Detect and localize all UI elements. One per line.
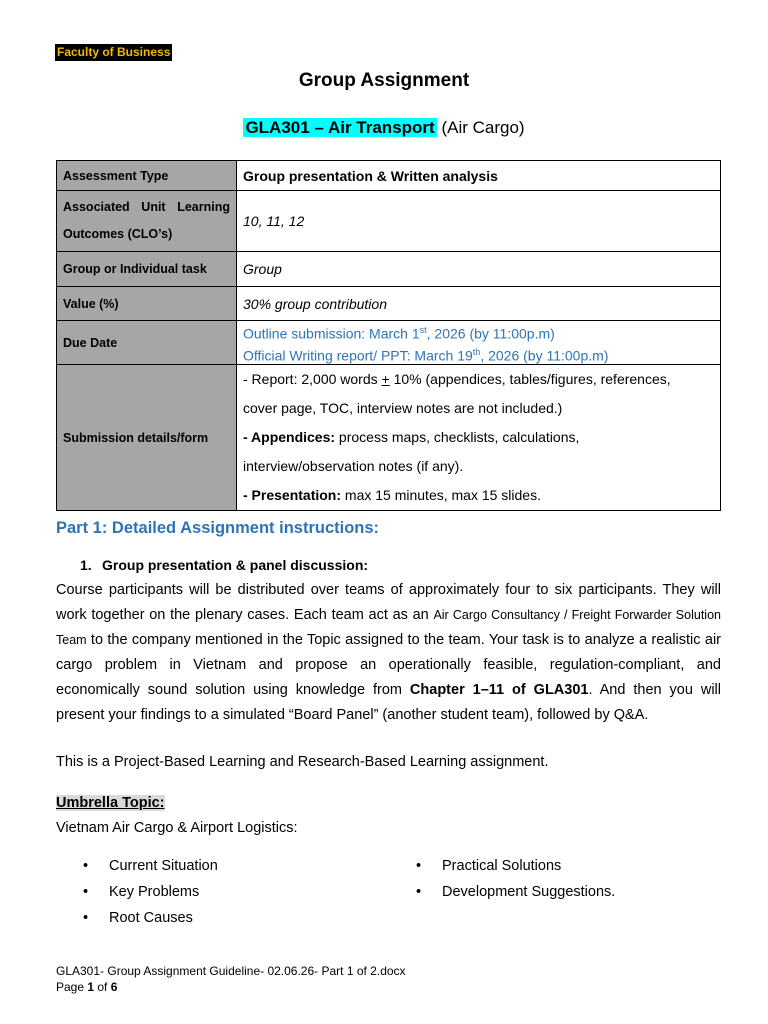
report-due-date: Official Writing report/ PPT: March 19th, 2026 (by 11:00p.m)	[243, 346, 609, 364]
row-label: Associated Unit Learning Outcomes (CLO’s)	[57, 191, 237, 252]
faculty-label: Faculty of Business	[57, 45, 171, 59]
submission-details	[237, 365, 721, 511]
due-date-value	[237, 321, 721, 365]
row-value: Group presentation & Written analysis	[237, 161, 721, 191]
row-label: Submission details/form	[57, 365, 237, 511]
table-row	[57, 191, 721, 252]
course-subtitle: (Air Cargo)	[441, 118, 525, 137]
outline-due-date: Outline submission: March 1st, 2026 (by 11:00p.m)	[243, 325, 555, 342]
umbrella-topic-label: Umbrella Topic:	[56, 795, 165, 811]
course-code-highlight: GLA301 – Air Transport	[245, 118, 435, 137]
item1-title: 1. Group presentation & panel discussion:	[80, 557, 369, 573]
list-item: • Root Causes	[83, 905, 218, 931]
list-item: • Development Suggestions.	[416, 879, 615, 905]
umbrella-topic-subtitle: Vietnam Air Cargo & Airport Logistics:	[56, 820, 298, 836]
assessment-info-table	[56, 160, 721, 511]
report-requirement-cont: cover page, TOC, interview notes are not included.)	[243, 400, 563, 417]
part1-heading: Part 1: Detailed Assignment instructions:	[56, 519, 380, 537]
topic-list-left	[83, 853, 218, 931]
table-row	[57, 365, 721, 511]
row-label: Group or Individual task	[57, 252, 237, 287]
footer-filename: GLA301- Group Assignment Guideline- 02.06.26- Part 1 of 2.docx	[56, 964, 406, 978]
project-based-line: This is a Project-Based Learning and Research-Based Learning assignment.	[56, 754, 549, 770]
page-footer	[56, 963, 406, 995]
page-number: Page 1 of 6	[56, 980, 118, 994]
row-value: 10, 11, 12	[237, 191, 721, 252]
list-item: • Practical Solutions	[416, 853, 615, 879]
table-row	[57, 161, 721, 191]
presentation-requirement: - Presentation: max 15 minutes, max 15 slides.	[243, 487, 541, 504]
row-value: Group	[237, 252, 721, 287]
appendices-requirement-cont: interview/observation notes (if any).	[243, 458, 464, 475]
document-title: Group Assignment	[298, 70, 470, 91]
course-title	[0, 118, 768, 138]
report-requirement: - Report: 2,000 words + 10% (appendices, tables/figures, references,	[243, 371, 671, 388]
list-item: • Current Situation	[83, 853, 218, 879]
table-row	[57, 287, 721, 321]
row-label: Assessment Type	[57, 161, 237, 191]
instructions-paragraph: Course participants will be distributed over teams of approximately four to six participants. They will work together on the plenary cases. Each team act as an Air Cargo Consultancy / Freight Forwarder Solution Team to the company mentioned in the Topic assigned to the team. Your task is to analyze a realistic air cargo problem in Vietnam and propose an operationally feasible, regulation-compliant, and economically sound solution using knowledge from Chapter 1–11 of GLA301. And then you will present your findings to a simulated “Board Panel” (another student team), followed by Q&A.	[56, 582, 721, 723]
table-row	[57, 252, 721, 287]
row-value: 30% group contribution	[237, 287, 721, 321]
row-label: Due Date	[57, 321, 237, 365]
table-row	[57, 321, 721, 365]
topic-list-right	[416, 853, 615, 905]
appendices-requirement: - Appendices: process maps, checklists, calculations,	[243, 429, 580, 446]
row-label: Value (%)	[57, 287, 237, 321]
list-item: • Key Problems	[83, 879, 218, 905]
